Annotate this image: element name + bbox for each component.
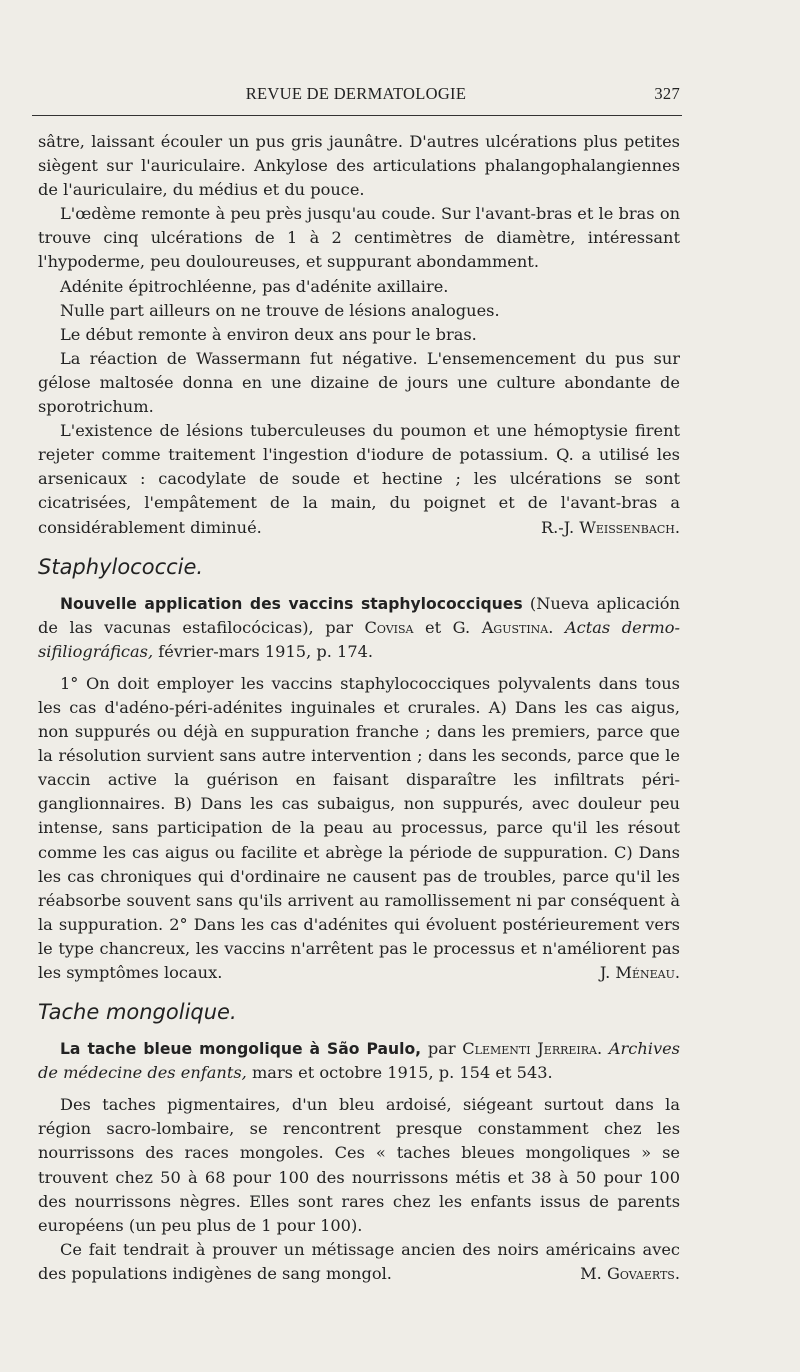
paragraph-metissage (38, 1238, 680, 1286)
signature-weissenbach: R.-J. Weissenbach. (540, 517, 680, 537)
paragraph-vaccins (38, 672, 680, 985)
paragraph-traitement-text: L'existence de lésions tuberculeuses du poumon et une hémoptysie firent rejeter comme traitement l'ingestion d'iodure de potassium. Q. a utilisé les arsenicaux : cacodylate de soude et hectine ; les ulcérations se sont cicatrisées, l'empâtement de la main, du poignet et de l'avant-bras a considérablement diminué. (38, 421, 680, 537)
journal-title: REVUE DE DERMATOLOGIE (245, 84, 467, 103)
section-heading-tache: Tache mongolique. (38, 1000, 237, 1025)
page-number: 327 (654, 84, 680, 103)
citation-title-2: La tache bleue mongolique à São Paulo, (60, 1040, 422, 1059)
citation-par: par (427, 1039, 456, 1059)
citation-author-3: Clementi Jerreira. (462, 1039, 603, 1059)
paragraph-debut: Le début remonte à environ deux ans pour le bras. (60, 324, 477, 344)
signature-govaerts: M. Govaerts. (580, 1263, 680, 1283)
paragraph-nulle-part: Nulle part ailleurs on ne trouve de lésions analogues. (60, 300, 500, 320)
citation-journal: Actas dermo-sifiliográficas, (38, 617, 680, 661)
paragraph-vaccins-text: 1° On doit employer les vaccins staphylococciques polyvalents dans tous les cas d'adéno-péri-adénites inguinales et crurales. A) Dans les cas aigus, non suppurés ou déjà en suppuration franche ; dans les premiers, parce que la résolution survient sans autre intervention ; dans les seconds, parce que le vaccin active la guérison en faisant disparaître les infiltrats péri-ganglionnaires. B) Dans les cas subaigus, non suppurés, avec douleur peu intense, sans participation de la peau au processus, parce qu'il les résout comme les cas aigus ou facilite et abrège la période de suppuration. C) Dans les cas chroniques qui d'ordinaire ne causent pas de troubles, parce qu'il les réabsorbe souvent sans qu'ils arrivent au ramollissement ni par conséquent à la suppuration. 2° Dans les cas d'adénites qui évoluent postérieurement vers le type chancreux, les vaccins n'arrêtent pas le processus et n'améliorent pas les symptômes locaux. (38, 673, 680, 982)
citation-author-2: Agustina. (481, 617, 554, 637)
paragraph-traitement (38, 419, 680, 539)
paragraph-wassermann: La réaction de Wassermann fut négative. L'ensemencement du pus sur gélose maltosée donna en une dizaine de jours une culture abondante de sporotrichum. (38, 348, 680, 417)
article-body (38, 130, 680, 1286)
paragraph-metissage-text: Ce fait tendrait à prouver un métissage ancien des noirs américains avec des populations indigènes de sang mongol. (38, 1239, 680, 1283)
paragraph-taches: Des taches pigmentaires, d'un bleu ardoisé, siégeant surtout dans la région sacro-lombaire, se rencontrent presque constamment chez les nourrissons des races mongoles. Ces « taches bleues mongoliques » se trouvent chez 50 à 68 pour 100 des nourrissons métis et 38 à 50 pour 100 des nourrissons nègres. Elles sont rares chez les enfants issus de parents européens (un peu plus de 1 pour 100). (38, 1095, 680, 1235)
citation-staphylococcie (38, 592, 680, 664)
citation-author-1: Covisa (364, 617, 414, 637)
paragraph-oedeme: L'œdème remonte à peu près jusqu'au coude. Sur l'avant-bras et le bras on trouve cinq ulcérations de 1 à 2 centimètres de diamètre, intéressant l'hypoderme, peu douloureuses, et suppurant abondamment. (38, 204, 680, 272)
citation-journal-2: Archives de médecine des enfants, (38, 1039, 680, 1083)
signature-meneau: J. Méneau. (599, 963, 680, 982)
citation-date: février-mars 1915, p. 174. (158, 641, 374, 661)
citation-tache (38, 1037, 680, 1085)
citation-and: et G. (425, 617, 471, 637)
citation-title: Nouvelle application des vaccins staphylococciques (60, 594, 523, 613)
paragraph-adenite: Adénite épitrochléenne, pas d'adénite axillaire. (60, 276, 449, 296)
citation-subtitle: (Nueva aplicación de las vacunas estafilocócicas), par (38, 593, 680, 637)
citation-date-2: mars et octobre 1915, p. 154 et 543. (251, 1063, 553, 1083)
section-heading-staphylococcie: Staphylococcie. (38, 554, 204, 579)
header-rule (32, 115, 682, 116)
intro-paragraph: sâtre, laissant écouler un pus gris jaunâtre. D'autres ulcérations plus petites siègent sur l'auriculaire. Ankylose des articulations phalangophalangiennes de l'auriculaire, du médius et du pouce. (38, 132, 680, 200)
